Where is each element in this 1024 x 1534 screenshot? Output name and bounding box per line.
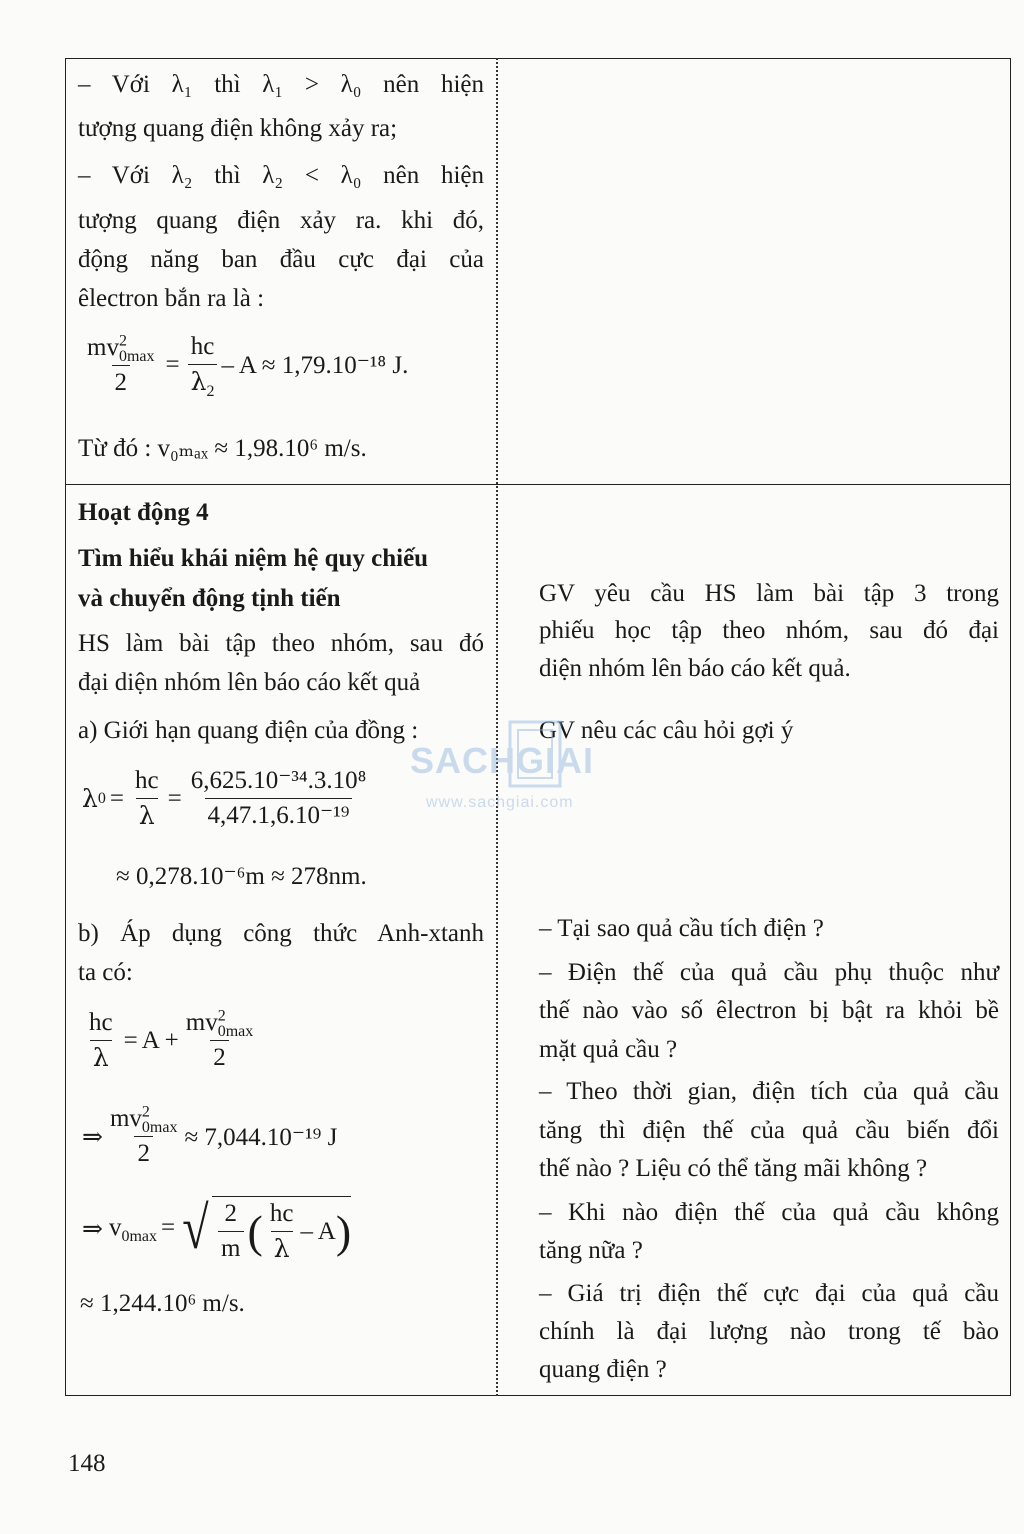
page-number: 148 [68, 1450, 106, 1477]
question-3-line-1: – Theo thời gian, điện tích của quả cầu [539, 1078, 999, 1105]
right-line-3: diện nhóm lên báo cáo kết quả. [539, 655, 851, 682]
question-5-line-2: chính là đại lượng nào trong tế bào [539, 1318, 999, 1345]
right-line-2: phiếu học tập theo nhóm, sau đó đại [539, 617, 999, 644]
question-5-line-3: quang điện ? [539, 1356, 667, 1383]
watermark [400, 718, 620, 818]
left-line-4: tượng quang điện xảy ra. khi đó, [78, 207, 484, 234]
equation-b2-rhs: ≈ 7,044.10⁻¹⁹ J [184, 1123, 338, 1151]
left-line-5: động năng ban đầu cực đại của [78, 246, 484, 273]
left-line-6: êlectron bắn ra là : [78, 285, 265, 312]
activity-line-1: HS làm bài tập theo nhóm, sau đó [78, 630, 484, 657]
left-line-3: – Với λ₂ thì λ₂ < λ₀ nên hiện [78, 162, 484, 189]
question-4-line-1: – Khi nào điện thế của quả cầu không [539, 1199, 999, 1226]
equation-kinetic-result: ⇒ $\frac{mv^2_{0max}}{2}$ ≈ 7,044.10⁻¹⁹ J [82, 1102, 337, 1171]
activity-line-2: đại diện nhóm lên báo cáo kết quả [78, 669, 421, 696]
equation-b4-result: ≈ 1,244.10⁶ m/s. [80, 1290, 245, 1317]
question-3-line-2: tăng thì điện thế của quả cầu biến đổi [539, 1117, 999, 1144]
question-4-line-2: tăng nữa ? [539, 1237, 643, 1264]
activity-title: Hoạt động 4 [78, 499, 209, 526]
equation-einstein: $\frac{hc}{\lambda}$ = A + $\frac{mv^2_{0max}}{2}$ [82, 1006, 260, 1075]
activity-part-b-line-2: ta có: [78, 959, 133, 986]
question-5-line-1: – Giá trị điện thế cực đại của quả cầu [539, 1280, 999, 1307]
equation-kinetic-energy-rhs: – A ≈ 1,79.10⁻¹⁸ J. [221, 352, 409, 379]
equation-a-numerator: 6,625.10⁻³⁴.3.10⁸ [190, 767, 367, 794]
watermark-url: www.sachgiai.com [426, 794, 574, 811]
left-line-velocity: Từ đó : v₀ₘₐₓ ≈ 1,98.10⁶ m/s. [78, 435, 367, 462]
equation-threshold-wavelength: λ 0 = $\frac{hc}{\lambda}$ = $\frac{\text{6,625.10⁻³⁴.3.10⁸}}{\text{4,47.1,6.10⁻¹⁹}}$ [82, 764, 373, 833]
question-2-line-2: thế nào vào số êlectron bị bật ra khỏi bề [539, 997, 999, 1024]
question-1: – Tại sao quả cầu tích điện ? [539, 915, 824, 942]
left-line-1: – Với λ₁ thì λ₁ > λ₀ nên hiện [78, 71, 484, 98]
left-line-2: tượng quang điện không xảy ra; [78, 115, 398, 142]
right-line-4: GV nêu các câu hỏi gợi ý [539, 717, 794, 744]
activity-heading-2: và chuyển động tịnh tiến [78, 585, 341, 612]
right-line-1: GV yêu cầu HS làm bài tập 3 trong [539, 580, 999, 607]
equation-a-denominator: 4,47.1,6.10⁻¹⁹ [205, 798, 353, 833]
question-3-line-3: thế nào ? Liệu có thể tăng mãi không ? [539, 1155, 928, 1182]
equation-a-result: ≈ 0,278.10⁻⁶m ≈ 278nm. [116, 863, 367, 890]
watermark-brand: SACHGIAI [410, 740, 595, 781]
question-2-line-1: – Điện thế của quả cầu phụ thuộc như [539, 959, 999, 986]
row-divider [65, 484, 1011, 485]
activity-part-b-line-1: b) Áp dụng công thức Anh-xtanh [78, 920, 484, 947]
question-2-line-3: mặt quả cầu ? [539, 1036, 678, 1063]
activity-part-a: a) Giới hạn quang điện của đồng : [78, 717, 419, 744]
equation-kinetic-energy: $\frac{mv^2_{0max}}{2}$ = $\frac{hc}{\lambda_2}$ – A ≈ 1,79.10⁻¹⁸ J. [87, 332, 409, 400]
activity-heading-1: Tìm hiểu khái niệm hệ quy chiếu [78, 545, 429, 572]
equation-velocity-sqrt: ⇒ $v_{0max}$ = √ $\frac{2}{m}$ ( $\frac{hc}{\lambda}$ – A ) [82, 1190, 351, 1266]
